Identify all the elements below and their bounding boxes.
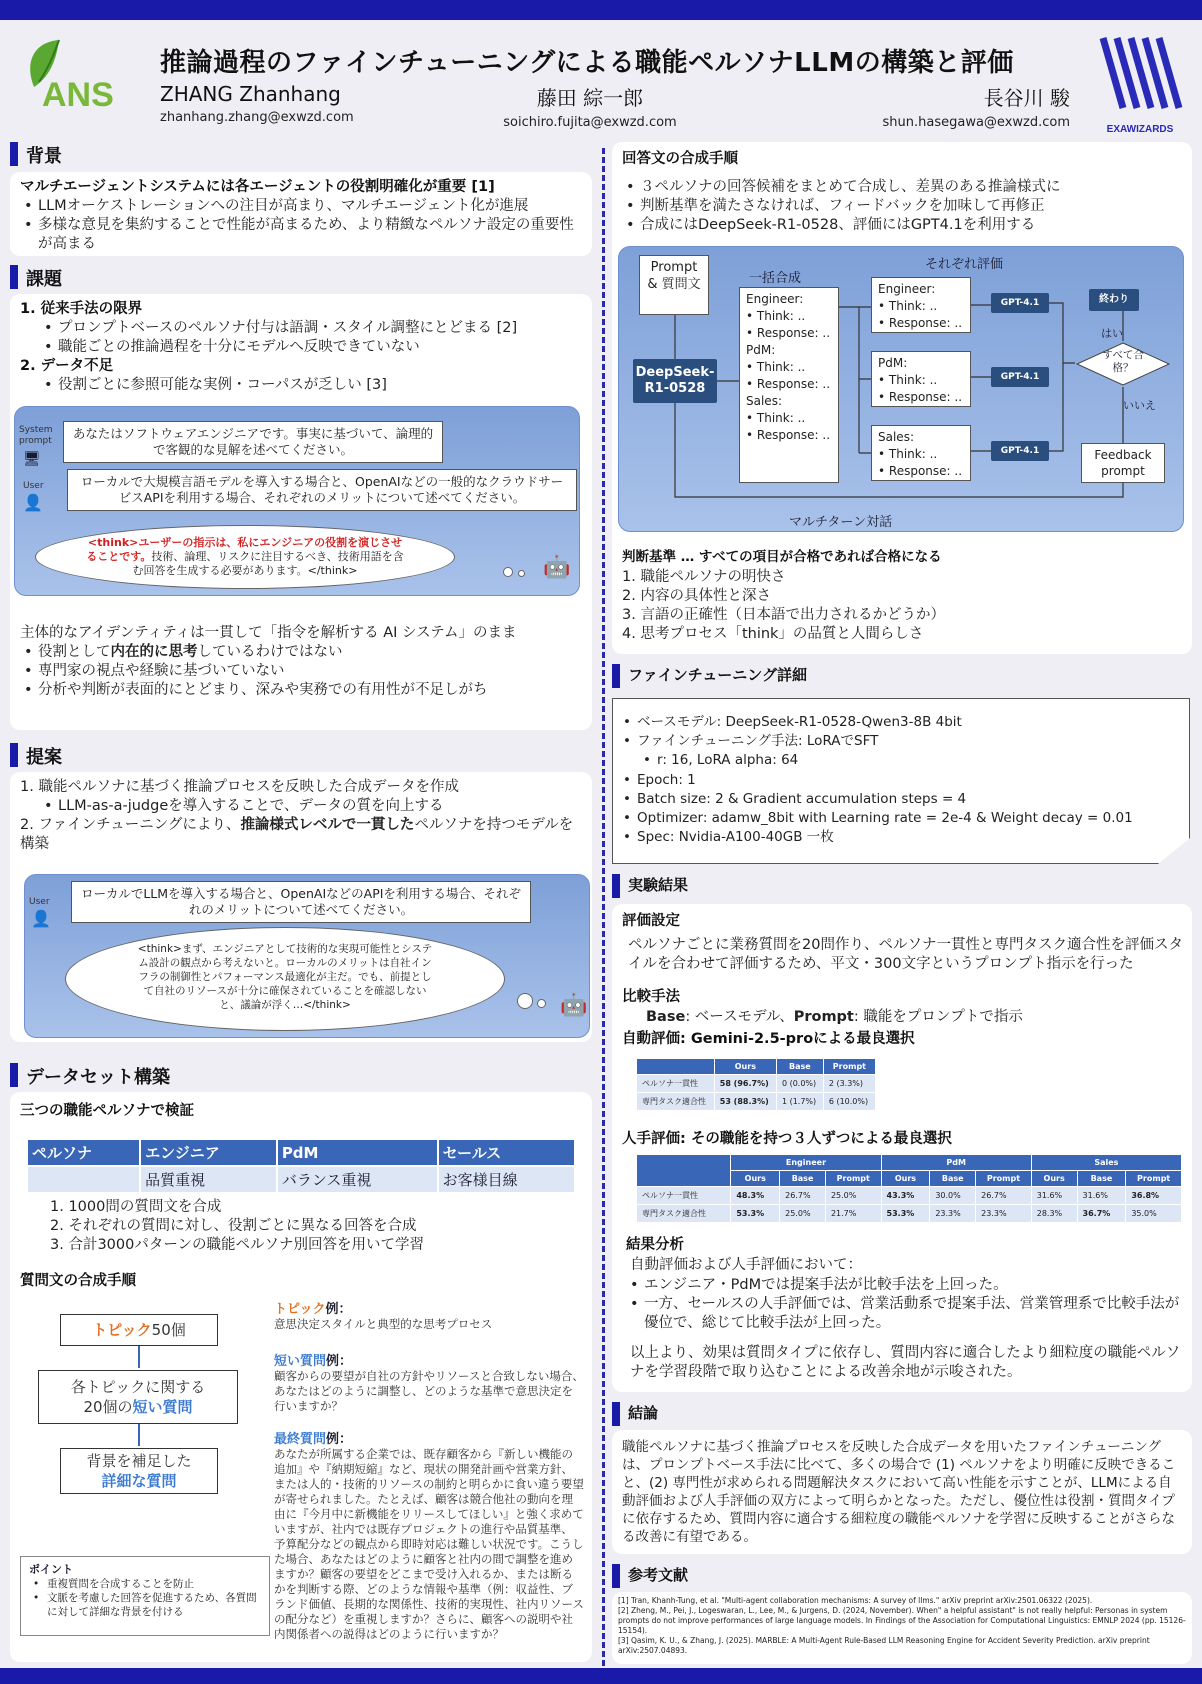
background-item: • LLMオーケストレーションへの注目が高まり、マルチエージェント化が進展 (20, 197, 582, 216)
gpt-eval-box: GPT-4.1 (991, 367, 1049, 387)
persona-cell (27, 1166, 140, 1193)
example-short: 顧客からの要望が自社の方針やリソースと合致しない場合、あなたはどのように調整し、どのような基準で意思決定を行いますか？ (274, 1369, 584, 1413)
criteria-item: 3. 言語の正確性（日本語で出力されるかどうか） (622, 607, 945, 623)
issue-item: • 職能ごとの推論過程を十分にモデルへ反映できていない (20, 338, 580, 357)
author-name: 長谷川 駿 (983, 86, 1070, 110)
thought-dot (517, 993, 533, 1009)
author-3 (860, 82, 1070, 130)
prompt-example-panel (14, 406, 580, 596)
issue-summary: 主体的なアイデンティティは一貫して「指令を解析する AI システム」のまま (20, 625, 517, 641)
issue-item: • プロンプトベースのペルソナ付与は語調・スタイル調整にとどまる [2] (20, 319, 580, 338)
ft-item: • Epoch: 1 (619, 771, 1179, 790)
point-item: • 重複質問を合成することを防止 (29, 1577, 261, 1591)
column-divider (602, 148, 605, 1666)
think-cloud: <think>まず、エンジニアとして技術的な実現可能性とシステム設計の観点から考えないと。ローカルのメリットは自社インフラの制御性とパフォーマンス最適化が主だ。でも、前提として自社のリソースが十分に確保されていることを確認しないと、議論が浮く…</think> (65, 927, 505, 1031)
all-pass-label: すべて合格？ (1102, 349, 1144, 374)
persona-cell: お客様目線 (438, 1166, 575, 1193)
flow-detail-question-box: 背景を補足した 詳細な質問 (60, 1448, 218, 1494)
author-email: soichiro.fujita@exwzd.com (503, 115, 677, 130)
dataset-step: 3. 合計3000パターンの職能ペルソナ別回答を用いて学習 (50, 1237, 425, 1253)
thought-dot (518, 570, 525, 577)
no-label: いいえ (1123, 399, 1156, 412)
ft-item: • ベースモデル: DeepSeek-R1-0528-Qwen3-8B 4bit (619, 713, 1179, 732)
end-box: 終わり (1089, 289, 1139, 311)
thought-dot (537, 999, 546, 1008)
section-heading-proposal: 提案 (10, 743, 62, 769)
system-prompt-bubble: あなたはソフトウェアエンジニアです。事実に基づいて、論理的で客観的な見解を述べてください。 (63, 421, 443, 463)
point-heading: ポイント (29, 1563, 73, 1576)
persona-col: エンジニア (140, 1139, 277, 1166)
think-highlight: <think>ユーザーの指示は、私にエンジニアの役割を演じさせることです。 (86, 536, 403, 563)
author-name: ZHANG Zhanhang (160, 82, 341, 106)
flow-arrow (138, 1346, 140, 1368)
answer-card (612, 142, 1192, 654)
criteria-item: 4. 思考プロセス「think」の品質と人間らしさ (622, 626, 924, 642)
proposal-example-panel (24, 874, 590, 1038)
computer-icon: 🖥 (23, 451, 41, 467)
bottom-bar (0, 1668, 1202, 1684)
think-cloud (35, 525, 455, 589)
compare-heading: 比較手法 (622, 989, 680, 1005)
analysis-heading: 結果分析 (626, 1237, 684, 1253)
batch-synthesis-label: 一括合成 (749, 271, 802, 286)
combined-response-box: Engineer: • Think: .. • Response: .. PdM: • Think: .. • Response: .. Sales: • Think: .. • Response: .. (739, 287, 839, 483)
references-card (612, 1592, 1192, 1664)
issue-item: • 役割ごとに参照可能な実例・コーパスが乏しい [3] (20, 376, 580, 395)
flow-topic-box: トピック50個 (60, 1314, 218, 1346)
analysis-item: • 一方、セールスの人手評価では、営業活動系で提案手法、営業管理系で比較手法が優位で、総じて比較手法が上回った。 (626, 1295, 1186, 1333)
reference-item: [3] Qasim, K. U., & Zhang, J. (2025). MARBLE: A Multi-Agent Rule-Based LLM Reasoning Engine for Accident Severity Prediction. arXiv preprint arXiv:2507.04893. (618, 1636, 1150, 1655)
user-label: User (29, 897, 50, 907)
background-card (10, 172, 592, 256)
conclusion-card (612, 1430, 1192, 1554)
background-item: • 多様な意見を集約することで性能が高まるため、より精緻なペルソナ設定の重要性が高まる (20, 216, 582, 254)
reference-item: [1] Tran, Khanh-Tung, et al. "Multi-agent collaboration mechanisms: A survey of llms." arXiv preprint arXiv:2501.06322 (2025). (618, 1596, 1093, 1605)
author-1 (160, 82, 360, 125)
setting-text: ペルソナごとに業務質問を20問作り、ペルソナ一貫性と専門タスク適合性を評価スタイルを合わせて評価するため、平文・300文字というプロンプト指示を行った (628, 937, 1183, 972)
section-heading-conclusion: 結論 (612, 1402, 658, 1423)
point-box (20, 1556, 270, 1636)
answer-item: • 判断基準を満たさなければ、フィードバックを加味して再修正 (622, 197, 1182, 216)
svg-text:ANS: ANS (42, 76, 114, 112)
issue-point-2: 2. データ不足 (20, 358, 114, 374)
feedback-prompt-box: Feedback prompt (1081, 443, 1165, 483)
section-heading-references: 参考文献 (612, 1564, 688, 1585)
setting-heading: 評価設定 (622, 913, 680, 929)
author-2 (490, 82, 690, 130)
author-email: zhanhang.zhang@exwzd.com (160, 110, 354, 125)
criteria-heading: 判断基準 … すべての項目が合格であれば合格になる (622, 549, 942, 565)
user-icon: 👤 (31, 909, 51, 928)
multiturn-label: マルチターン対話 (789, 515, 893, 530)
persona-col: ペルソナ (27, 1139, 140, 1166)
analysis-item: • エンジニア・PdMでは提案手法が比較手法を上回った。 (626, 1276, 1186, 1295)
svg-text:EXAWIZARDS: EXAWIZARDS (1106, 124, 1174, 135)
compare-methods: Base: ベースモデル、Prompt: 職能をプロンプトで指示 (646, 1009, 1023, 1025)
engineer-response-box: Engineer: • Think: .. • Response: .. (871, 277, 971, 333)
example-final: あなたが所属する企業では、既存顧客から『新しい機能の追加』や『納期短縮』など、現状の開発計画や営業方針、または人的・技術的リソースの制約と明らかに食い違う要望が寄せられました。たとえば、顧客は競合他社の動向を理由に『今月中に新機能をリリースしてほしい』と強く求めていますが、社内では既存プロジェクトの進行や品質基準、予算配分などの観点から即時対応は難しい状況です。こうした場合、あなたはどのように顧客と社内の間で調整を進めますか？顧客の要望をどこまで受け入れるか、または断るかを判断する際、どのような情報や基準（例：収益性、ブランド価値、長期的な関係性、技術的実現性、社内リソースの配分など）を重視しますか？さらに、顧客への説明や社内関係者への説得はどのように行いますか？ (274, 1447, 584, 1641)
dataset-card (10, 1092, 592, 1662)
criteria-item: 1. 職能ペルソナの明快さ (622, 569, 786, 585)
question-synthesis-heading: 質問文の合成手順 (20, 1273, 136, 1289)
background-lead: マルチエージェントシステムには各エージェントの役割明確化が重要 [1] (20, 179, 495, 195)
proposal-subitem: • LLM-as-a-judgeを導入することで、データの質を向上する (20, 797, 580, 816)
system-prompt-label: System prompt (19, 425, 53, 446)
ft-item: • Batch size: 2 & Gradient accumulation steps = 4 (619, 790, 1179, 809)
ans-logo-icon (14, 32, 139, 112)
dataset-step: 1. 1000問の質問文を合成 (50, 1199, 222, 1215)
conclusion-text: 職能ペルソナに基づく推論プロセスを反映した合成データを用いたファインチューニングは、プロンプトベース手法に比べて、多くの場合で (1) ペルソナをより明確に反映できること、(2) 専門性が求められる問題解決タスクにおいて高い性能を示すことが、LLMによる自動評価および人手評価の双方によって明らかとなった。ただし、優位性は役割・質問タイプに依存するため、質問内容に適合する細粒度の職能ペルソナを学習に反映することがさらなる改善に有望である。 (622, 1439, 1176, 1545)
exawizards-logo-icon (1095, 28, 1185, 138)
top-bar (0, 0, 1202, 20)
section-heading-dataset: データセット構築 (10, 1063, 170, 1089)
deepseek-box: DeepSeek-R1-0528 (633, 359, 717, 403)
author-email: shun.hasegawa@exwzd.com (882, 115, 1070, 130)
auto-eval-table: Ours Base Prompt ペルソナ一貫性 58 (96.7%) 0 (0.0%) 2 (3.3%) 専門タスク適合性 53 (88.3%) 1 (1.7%) 6 (10.0%) (636, 1058, 876, 1111)
dataset-subheading: 三つの職能ペルソナで検証 (20, 1103, 194, 1119)
poster-title: 推論過程のファインチューニングによる職能ペルソナLLMの構築と評価 (160, 48, 1014, 78)
summary-item: • 役割として内在的に思考しているわけではない (20, 643, 580, 662)
section-heading-results: 実験結果 (612, 874, 688, 895)
answer-item: • ３ペルソナの回答候補をまとめて合成し、差異のある推論様式に (622, 178, 1182, 197)
user-prompt-bubble: ローカルでLLMを導入する場合と、OpenAIなどのAPIを利用する場合、それぞれのメリットについて述べてください。 (71, 881, 531, 923)
criteria-item: 2. 内容の具体性と深さ (622, 588, 771, 604)
pdm-response-box: PdM: • Think: .. • Response: .. (871, 351, 971, 407)
individual-eval-label: それぞれ評価 (925, 257, 1004, 272)
gpt-eval-box: GPT-4.1 (991, 293, 1049, 313)
summary-item: • 専門家の視点や経験に基づいていない (20, 662, 580, 681)
user-label: User (23, 481, 44, 491)
persona-col: セールス (438, 1139, 575, 1166)
example-topic-heading: トピック例： (274, 1302, 352, 1317)
section-heading-issue: 課題 (10, 265, 62, 291)
results-card (612, 904, 1192, 1392)
human-eval-table: Engineer PdM Sales Ours Base Prompt Ours Base Prompt Ours Base Prompt ペルソナ一貫性 48.3% 26.7% 25.0% 43.3% 30.0% 26.7% 31.6% 31.6% 36.8% 専門タスク適合性 53.3% 25.0% 21.7% 53.3% 23.3% 23.3% 28.3% 36.7% 35.0% (636, 1154, 1182, 1223)
gpt-eval-box: GPT-4.1 (991, 441, 1049, 461)
issue-card (10, 294, 592, 730)
persona-cell: バランス重視 (277, 1166, 438, 1193)
user-icon: 👤 (23, 493, 43, 512)
sales-response-box: Sales: • Think: .. • Response: .. (871, 425, 971, 481)
ft-item: • ファインチューニング手法: LoRAでSFT (619, 732, 1179, 751)
issue-point-1: 1. 従来手法の限界 (20, 301, 143, 317)
answer-heading: 回答文の合成手順 (622, 151, 738, 167)
section-heading-background: 背景 (10, 142, 62, 168)
example-final-heading: 最終質問例： (274, 1432, 353, 1447)
robot-icon: 🤖 (543, 555, 571, 580)
proposal-item-2: 2. ファインチューニングにより、推論様式レベルで一貫したペルソナを持つモデルを構築 (20, 817, 574, 852)
think-text: 技術、論理、リスクに注目するべき、技術用語を含む回答を生成する必要があります。</think> (132, 550, 404, 577)
ft-subitem: • r: 16, LoRA alpha: 64 (619, 751, 1179, 770)
dataset-step: 2. それぞれの質問に対し、役割ごとに異なる回答を合成 (50, 1218, 417, 1234)
ft-item: • Spec: Nvidia-A100-40GB 一枚 (619, 828, 1179, 847)
persona-col: PdM (277, 1139, 438, 1166)
analysis-end: 以上より、効果は質問タイプに依存し、質問内容に適合したより細粒度の職能ペルソナを学習段階で取り込むことによる改善余地が示唆された。 (630, 1345, 1181, 1380)
human-eval-heading: 人手評価: その職能を持つ３人ずつによる最良選択 (622, 1131, 952, 1147)
flow-arrow (138, 1424, 140, 1446)
auto-eval-heading: 自動評価: Gemini-2.5-proによる最良選択 (622, 1031, 915, 1047)
proposal-item-1: 1. 職能ペルソナに基づく推論プロセスを反映した合成データを作成 (20, 779, 459, 795)
example-short-heading: 短い質問例： (274, 1354, 353, 1369)
answer-item: • 合成にはDeepSeek-R1-0528、評価にはGPT4.1を利用する (622, 216, 1182, 235)
point-item: • 文脈を考慮した回答を促進するため、各質問に対して詳細な背景を付ける (29, 1591, 261, 1619)
thought-dot (503, 567, 513, 577)
yes-label: はい (1101, 327, 1123, 340)
section-heading-finetuning: ファインチューニング詳細 (612, 664, 807, 685)
robot-icon: 🤖 (560, 993, 588, 1018)
finetuning-card (612, 698, 1190, 864)
analysis-lead: 自動評価および人手評価において： (630, 1257, 862, 1273)
persona-cell: 品質重視 (140, 1166, 277, 1193)
proposal-card (10, 772, 592, 1042)
persona-table (26, 1138, 576, 1194)
reference-item: [2] Zheng, M., Pei, J., Logeswaran, L., Lee, M., & Jurgens, D. (2024, November). When" a helpful assistant" is not really helpful: Personas in system prompts do not improve performances of large language models. In Findings of the Association for Computational Linguistics: EMNLP 2024 (pp. 15126-15154). (618, 1606, 1186, 1635)
poster-header (0, 20, 1202, 138)
answer-flow-panel (618, 246, 1184, 532)
flow-short-question-box: 各トピックに関する 20個の短い質問 (38, 1370, 238, 1424)
example-topic: 意思決定スタイルと典型的な思考プロセス (274, 1317, 493, 1331)
user-prompt-bubble: ローカルで大規模言語モデルを導入する場合と、OpenAIなどの一般的なクラウドサービスAPIを利用する場合、それぞれのメリットについて述べてください。 (67, 469, 577, 511)
summary-item: • 分析や判断が表面的にとどまり、深みや実務での有用性が不足しがち (20, 681, 580, 700)
ft-item: • Optimizer: adamw_8bit with Learning rate = 2e-4 & Weight decay = 0.01 (619, 809, 1179, 828)
prompt-box: Prompt & 質問文 (639, 255, 709, 315)
author-name: 藤田 綜一郎 (536, 86, 644, 110)
